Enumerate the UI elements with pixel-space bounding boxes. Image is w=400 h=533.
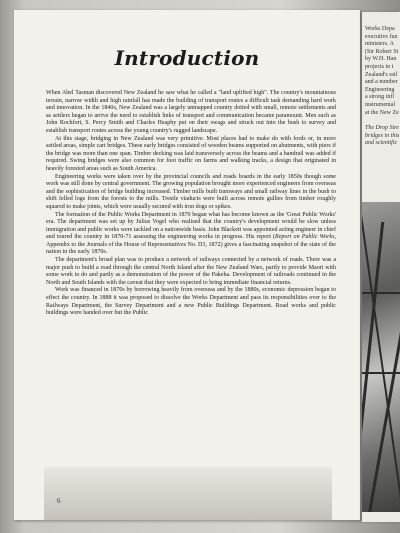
adjacent-page-text	[365, 26, 400, 148]
paragraph	[46, 212, 336, 257]
adjacent-page	[362, 12, 400, 522]
paragraph: The department's broad plan was to produce a network of railways connected by a network of roads. There was a major push to build a road through the central North Island after the New Zealand Wars, partly to provide Maori with some work to do and partly as a demonstration of the power of the Pakeha. Development of railroads continued in the North and South Islands with the caveat that they were expected to bring immediate financial returns.	[46, 257, 336, 286]
text-line: ministers. A	[365, 41, 395, 48]
text-line: Engineering	[365, 86, 395, 93]
text-line: projects in t	[365, 63, 394, 70]
paragraph: Work was financed in 1870s by borrowing heavily from overseas and by the 1880s, economic depression began to effect the country. In 1888 it was proposed to dissolve the Works Department and pass its responsibilities over to the Railways Department, the Survey Department and a new Public Buildings Department. Road works and public buildings were handed over but the Public	[46, 287, 336, 317]
text-line: by W.H. Han	[365, 56, 397, 63]
text-line: (Sir Robert St	[365, 48, 399, 55]
page-number: 6	[57, 497, 61, 505]
paragraph: Engineering works were taken over by the provincial councils and roads boards in the early 1850s though some work was still done by central government. The growing population brought more experienced engineers from overseas and the sophistication of bridge building increased. Timber mills built tramways and small railway lines in the bush to shift felled logs from the forests to the mills. Trestle viaducts were built across remote gullies from timber roughly squared to make joints, which were usually secured with iron dogs or spikes.	[46, 173, 336, 210]
caption-line: bridges in this	[365, 132, 400, 139]
text-line: instrumental	[365, 101, 395, 108]
text-line: and a number	[365, 79, 398, 86]
page-title: Introduction	[114, 46, 260, 70]
bridge-photo	[362, 202, 400, 512]
text-line: Works Depa	[365, 26, 395, 32]
caption-line: The Drop Stre	[365, 125, 399, 132]
paragraph: At this stage, bridging in New Zealand was very primitive. Most places had to make do with fords or, in more settled areas, simple cart bridges. These early bridges consisted of wooden beams supported on abutments, with piers if the bridge was more than one span. Timber decking was laid transversely across the beams and a handrail was added if required. Swing bridges were also common for foot traffic on farms and walking tracks, a design that originated in heavily forested areas such as South America.	[46, 135, 336, 172]
text-line: executive fun	[365, 33, 398, 40]
text-line: a strong infl	[365, 94, 394, 101]
paragraph-text: The formation of the Public Works Department in 1870 began what has become known as the 'Great Public Works' era. The department was set up by Julius Vogel who realised that the country's development would be slow unless immigration and public works were tackled on a nationwide basis. John Blackett was appointed acting engineer in chief and toured the country in 1870-71 assessing the engineering works in progress. His report (	[46, 211, 336, 241]
paragraph-text: , Appendix to the Journals of the House of Representatives No. D3, 1872) gives a fascinating snapshot of the state of the nation in the early 1870s.	[46, 234, 336, 256]
paragraph: When Abel Tasman discovered New Zealand he saw what he called a "land uplifted high". The country's mountainous terrain, narrow width and high rainfall has made the building of transport routes a difficult task demanding hard work and innovation. In the 1840s, New Zealand was a largely unmapped country dotted with small, remote settlements and as settlers began to arrive the need to establish links of transport and communication became paramount. Men such as John Rochfort, S. Percy Smith and Charles Heaphy put on their swags and struck out into the bush to survey and establish transport routes across the young country's rugged landscape.	[46, 90, 336, 134]
image-bleed-through	[44, 467, 332, 520]
body-text	[46, 90, 336, 318]
report-title: Report on Public Works	[275, 234, 335, 241]
text-line: at the New Ze	[365, 109, 399, 116]
book-page	[14, 10, 360, 520]
text-line: Zealand's rail	[365, 71, 398, 78]
caption-line: and scientific	[365, 140, 398, 147]
